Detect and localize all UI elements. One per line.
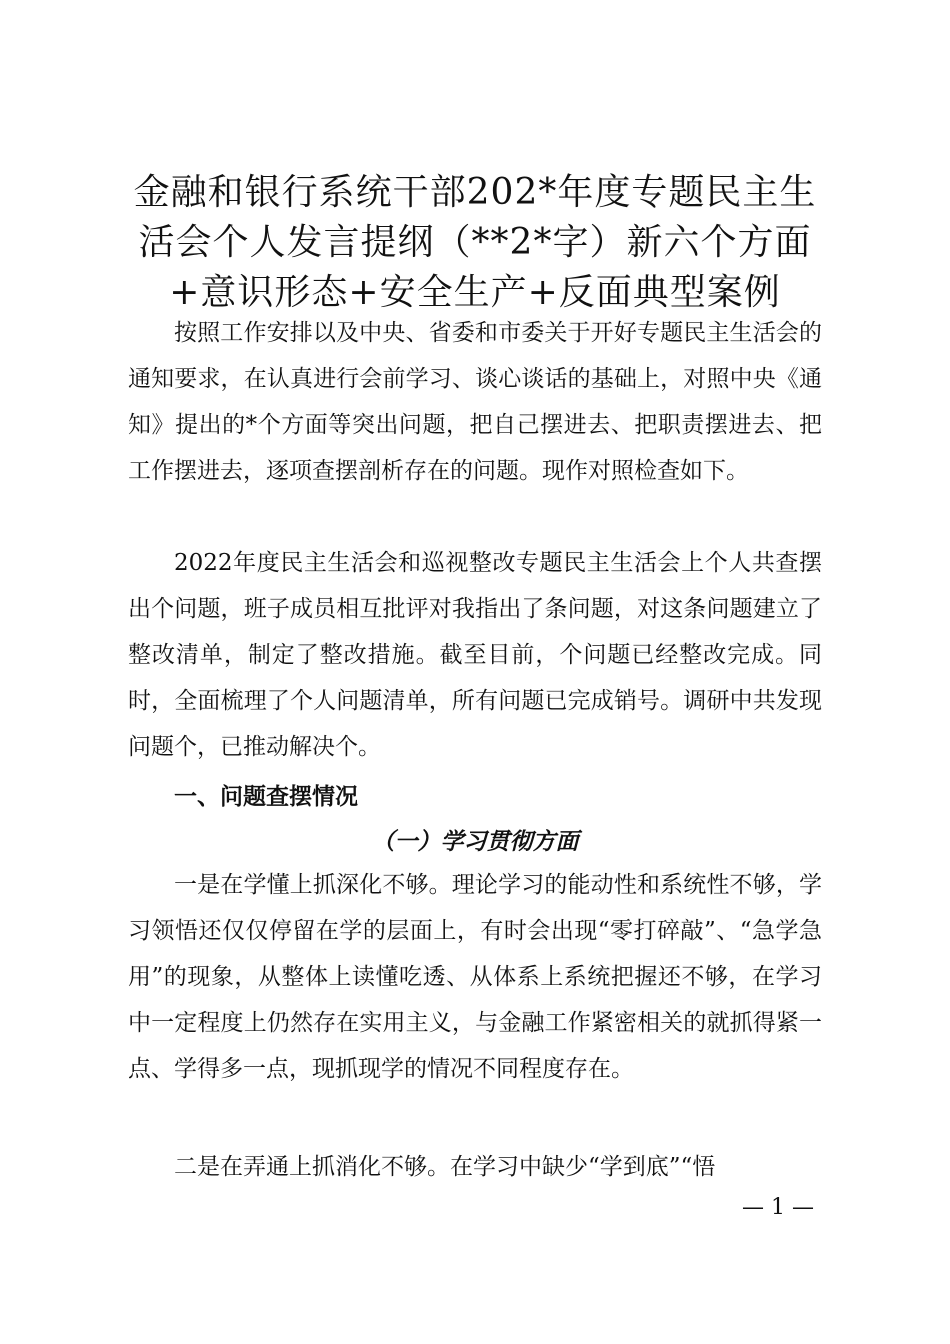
subsection-heading: （一）学习贯彻方面 <box>371 828 579 855</box>
issue-paragraph-2: 二是在弄通上抓消化不够。在学习中缺少“学到底”“悟 <box>174 1154 716 1180</box>
document-title: 金融和银行系统干部202*年度专题民主生活会个人发言提纲（**2*字）新六个方面+意识形态+安全生产+反面典型案例 <box>133 172 817 313</box>
page-number: — 1 — <box>742 1195 814 1220</box>
intro-paragraph: 按照工作安排以及中央、省委和市委关于开好专题民主生活会的通知要求，在认真进行会前学习、谈心谈话的基础上，对照中央《通知》提出的*个方面等突出问题，把自己摆进去、把职责摆进去、把工作摆进去，逐项查摆剖析存在的问题。现作对照检查如下。 <box>128 320 822 484</box>
section-heading: 一、问题查摆情况 <box>174 784 358 810</box>
issue-paragraph-1: 一是在学懂上抓深化不够。理论学习的能动性和系统性不够，学习领悟还仅仅停留在学的层面上，有时会出现“零打碎敲”、“急学急用”的现象，从整体上读懂吃透、从体系上系统把握还不够，在学习中一定程度上仍然存在实用主义，与金融工作紧密相关的就抓得紧一点、学得多一点，现抓现学的情况不同程度存在。 <box>128 872 822 1082</box>
summary-paragraph: 2022年度民主生活会和巡视整改专题民主生活会上个人共查摆出个问题，班子成员相互批评对我指出了条问题，对这条问题建立了整改清单，制定了整改措施。截至目前，个问题已经整改完成。同时，全面梳理了个人问题清单，所有问题已完成销号。调研中共发现问题个，已推动解决个。 <box>128 550 822 760</box>
